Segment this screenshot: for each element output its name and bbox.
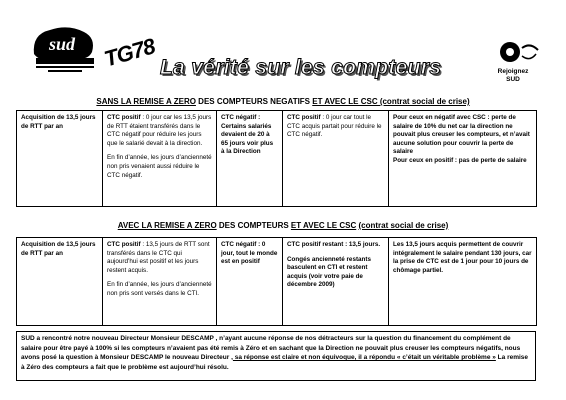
cell-label: CTC positif restant (287, 241, 344, 248)
cell-text-2: En fin d’année, les jours d’ancienneté non pris sont versés dans le CTI. (107, 281, 212, 297)
footer-text-1: SUD a rencontré notre nouveau Directeur Monsieur DESCAMP , n’ayant aucune réponse de nos détracteurs sur la question du financement du complément de salaire pour être payé à 100% si les compteurs n’avaient pas été remis à Zéro et en sachant que la Direction ne pouvait plus creuser les compteurs négatifs, nous avons posé la question à Monsieur DESCAMP le nouveau Directeur , (21, 335, 521, 362)
table-row (17, 238, 537, 326)
section1-title-part2: DES COMPTEURS NEGATIFS (195, 97, 313, 106)
cell-acquisition: Acquisition de 13,5 jours de RTT par an (17, 238, 103, 326)
cell-text-2: Congés ancienneté restants basculent en CTI et restent acquis (voir votre paie de décembre 2009) (287, 255, 371, 289)
cell-label: CTC positif (107, 241, 141, 248)
section2-title (0, 221, 566, 230)
cell-ctc-positive-result (283, 238, 389, 326)
section2-title-part2: DES COMPTEURS (216, 221, 291, 230)
cell-ctc-negative: CTC négatif : 0 jour, tout le monde est en positif (217, 238, 283, 326)
cell-salary-impact: Les 13,5 jours acquis permettent de couvrir intégralement le salaire pendant 130 jours, car la prise de CTC est de 1 jour pour 10 jours de chômage partiel. (389, 238, 537, 326)
cell-text: : 0 jour car tout le CTC acquis partait pour réduire le CTC négatif. (287, 114, 382, 139)
table-without-reset (16, 110, 537, 207)
section2-title-part3: ET AVEC LE CSC (290, 221, 357, 230)
cell-label: CTC positif (287, 114, 321, 121)
section2-title-part1: AVEC LA REMISE A ZERO (117, 221, 217, 230)
cell-text: Pour ceux en négatif avec CSC : perte de salaire de 10% du net car la direction ne pouvait plus creuser les compteurs, et n’avait aucune solution pour couvrir la perte de salaire (393, 114, 530, 156)
tg78-tag: TG78 (101, 33, 158, 72)
cell-ctc-positive-result (283, 111, 389, 207)
table-with-reset (16, 237, 537, 326)
cell-ctc-negative: CTC négatif : Certains salariés devaient de 20 à 65 jours voir plus à la Direction (217, 111, 283, 207)
section1-title (0, 97, 566, 106)
page-title: La vérité sur les compteurs (160, 56, 442, 79)
join-sud-label (488, 68, 538, 84)
section1-title-part1: SANS LA REMISE A ZERO (96, 97, 196, 106)
cell-text: : 0 jour car les 13,5 jours de RTT étaient transférés dans le CTC négatif pour réduire les jours que le salarié devait à la direction. (107, 114, 212, 147)
footer-quote: sa réponse est claire et non équivoque, il a répondu « c’était un véritable problème » (232, 354, 496, 362)
cell-acquisition: Acquisition de 13,5 jours de RTT par an (17, 111, 103, 207)
footer-statement (16, 331, 536, 381)
cell-text: : 13,5 jours de RTT sont transférés dans le CTC qui aujourd’hui est positif et les jours restent acquis. (107, 241, 210, 274)
join-line-1: Rejoignez (497, 68, 529, 75)
cell-text-2: Pour ceux en positif : pas de perte de salaire (393, 156, 527, 164)
cell-text: : 13,5 jours. (343, 241, 381, 248)
table-row (17, 111, 537, 207)
section2-title-part4: (contrat social de crise) (358, 221, 449, 230)
cell-salary-impact (389, 111, 537, 207)
cell-ctc-positive (103, 111, 217, 207)
cell-text-2: En fin d’année, les jours d’ancienneté non pris venaient aussi réduire le CTC négatif. (107, 154, 212, 179)
cell-ctc-positive (103, 238, 217, 326)
footer-text-3: La remise à Zéro des compteurs a fait que le problème est aujourd’hui résolu. (21, 354, 529, 371)
sud-logo (28, 24, 98, 76)
section1-title-part3: ET AVEC LE CSC (contrat social de crise) (312, 97, 470, 106)
svg-text:sud: sud (48, 34, 76, 54)
join-line-2: SUD (506, 76, 520, 83)
sud-badge-logo (496, 38, 540, 66)
cell-label: CTC positif (107, 114, 141, 121)
